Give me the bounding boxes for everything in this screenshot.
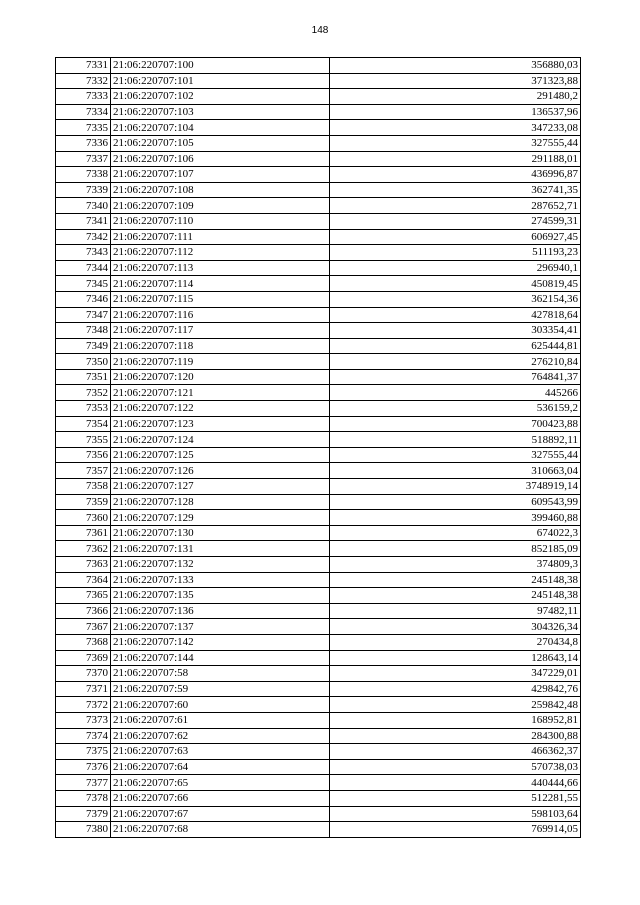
table-row xyxy=(56,603,581,619)
row-number: 7337 xyxy=(56,151,111,167)
cadastral-value: 436996,87 xyxy=(330,167,581,183)
cadastral-value: 284300,88 xyxy=(330,728,581,744)
cadastral-number: 21:06:220707:130 xyxy=(111,525,330,541)
cadastral-value: 429842,76 xyxy=(330,681,581,697)
row-number: 7348 xyxy=(56,323,111,339)
table-row xyxy=(56,525,581,541)
table-row xyxy=(56,260,581,276)
row-number: 7335 xyxy=(56,120,111,136)
row-number: 7346 xyxy=(56,291,111,307)
row-number: 7356 xyxy=(56,447,111,463)
cadastral-number: 21:06:220707:101 xyxy=(111,73,330,89)
table-row xyxy=(56,634,581,650)
row-number: 7351 xyxy=(56,369,111,385)
table-row xyxy=(56,89,581,105)
cadastral-value: 245148,38 xyxy=(330,588,581,604)
cadastral-value-table xyxy=(55,57,581,838)
table-row xyxy=(56,73,581,89)
table-row xyxy=(56,416,581,432)
cadastral-value: 374809,3 xyxy=(330,557,581,573)
cadastral-number: 21:06:220707:105 xyxy=(111,135,330,151)
cadastral-value: 259842,48 xyxy=(330,697,581,713)
row-number: 7364 xyxy=(56,572,111,588)
cadastral-value: 310663,04 xyxy=(330,463,581,479)
cadastral-value: 427818,64 xyxy=(330,307,581,323)
row-number: 7368 xyxy=(56,634,111,650)
table-row xyxy=(56,541,581,557)
row-number: 7339 xyxy=(56,182,111,198)
cadastral-number: 21:06:220707:133 xyxy=(111,572,330,588)
cadastral-value: 304326,34 xyxy=(330,619,581,635)
table-row xyxy=(56,182,581,198)
cadastral-number: 21:06:220707:126 xyxy=(111,463,330,479)
row-number: 7350 xyxy=(56,354,111,370)
table-row xyxy=(56,463,581,479)
cadastral-number: 21:06:220707:132 xyxy=(111,557,330,573)
page-number: 148 xyxy=(311,25,329,36)
table-row xyxy=(56,401,581,417)
row-number: 7344 xyxy=(56,260,111,276)
cadastral-number: 21:06:220707:136 xyxy=(111,603,330,619)
row-number: 7341 xyxy=(56,213,111,229)
table-row xyxy=(56,728,581,744)
cadastral-value: 3748919,14 xyxy=(330,479,581,495)
cadastral-value: 327555,44 xyxy=(330,447,581,463)
table-row xyxy=(56,790,581,806)
table-row xyxy=(56,245,581,261)
cadastral-value: 399460,88 xyxy=(330,510,581,526)
row-number: 7376 xyxy=(56,759,111,775)
row-number: 7377 xyxy=(56,775,111,791)
row-number: 7370 xyxy=(56,666,111,682)
cadastral-number: 21:06:220707:116 xyxy=(111,307,330,323)
table-row xyxy=(56,151,581,167)
row-number: 7363 xyxy=(56,557,111,573)
cadastral-value: 518892,11 xyxy=(330,432,581,448)
table-row xyxy=(56,338,581,354)
cadastral-value: 852185,09 xyxy=(330,541,581,557)
cadastral-number: 21:06:220707:120 xyxy=(111,369,330,385)
cadastral-value: 609543,99 xyxy=(330,494,581,510)
row-number: 7357 xyxy=(56,463,111,479)
table-row xyxy=(56,213,581,229)
cadastral-number: 21:06:220707:100 xyxy=(111,58,330,74)
cadastral-number: 21:06:220707:144 xyxy=(111,650,330,666)
row-number: 7349 xyxy=(56,338,111,354)
cadastral-value: 296940,1 xyxy=(330,260,581,276)
cadastral-value: 128643,14 xyxy=(330,650,581,666)
cadastral-value: 700423,88 xyxy=(330,416,581,432)
cadastral-number: 21:06:220707:113 xyxy=(111,260,330,276)
cadastral-number: 21:06:220707:61 xyxy=(111,712,330,728)
cadastral-number: 21:06:220707:107 xyxy=(111,167,330,183)
row-number: 7361 xyxy=(56,525,111,541)
cadastral-value: 347233,08 xyxy=(330,120,581,136)
row-number: 7332 xyxy=(56,73,111,89)
cadastral-value: 625444,81 xyxy=(330,338,581,354)
table-row xyxy=(56,369,581,385)
cadastral-number: 21:06:220707:115 xyxy=(111,291,330,307)
table-row xyxy=(56,806,581,822)
cadastral-value: 570738,03 xyxy=(330,759,581,775)
table-row xyxy=(56,432,581,448)
row-number: 7366 xyxy=(56,603,111,619)
table-row xyxy=(56,650,581,666)
cadastral-number: 21:06:220707:102 xyxy=(111,89,330,105)
row-number: 7354 xyxy=(56,416,111,432)
cadastral-number: 21:06:220707:137 xyxy=(111,619,330,635)
row-number: 7343 xyxy=(56,245,111,261)
table-row xyxy=(56,744,581,760)
cadastral-value: 168952,81 xyxy=(330,712,581,728)
cadastral-number: 21:06:220707:122 xyxy=(111,401,330,417)
cadastral-value: 511193,23 xyxy=(330,245,581,261)
cadastral-value: 356880,03 xyxy=(330,58,581,74)
table-row xyxy=(56,167,581,183)
cadastral-value: 245148,38 xyxy=(330,572,581,588)
row-number: 7340 xyxy=(56,198,111,214)
cadastral-value: 287652,71 xyxy=(330,198,581,214)
cadastral-number: 21:06:220707:103 xyxy=(111,104,330,120)
table-row xyxy=(56,354,581,370)
cadastral-number: 21:06:220707:123 xyxy=(111,416,330,432)
table-row xyxy=(56,135,581,151)
table-row xyxy=(56,479,581,495)
row-number: 7333 xyxy=(56,89,111,105)
table-row xyxy=(56,775,581,791)
row-number: 7360 xyxy=(56,510,111,526)
cadastral-number: 21:06:220707:124 xyxy=(111,432,330,448)
row-number: 7336 xyxy=(56,135,111,151)
table-row xyxy=(56,588,581,604)
table-row xyxy=(56,307,581,323)
cadastral-value: 466362,37 xyxy=(330,744,581,760)
cadastral-value: 536159,2 xyxy=(330,401,581,417)
table-row xyxy=(56,666,581,682)
table-body xyxy=(56,58,581,838)
row-number: 7359 xyxy=(56,494,111,510)
cadastral-value: 303354,41 xyxy=(330,323,581,339)
row-number: 7369 xyxy=(56,650,111,666)
cadastral-number: 21:06:220707:64 xyxy=(111,759,330,775)
row-number: 7367 xyxy=(56,619,111,635)
table-row xyxy=(56,759,581,775)
cadastral-value: 764841,37 xyxy=(330,369,581,385)
row-number: 7362 xyxy=(56,541,111,557)
cadastral-number: 21:06:220707:121 xyxy=(111,385,330,401)
row-number: 7347 xyxy=(56,307,111,323)
table-row xyxy=(56,291,581,307)
cadastral-value: 97482,11 xyxy=(330,603,581,619)
table-row xyxy=(56,198,581,214)
cadastral-number: 21:06:220707:135 xyxy=(111,588,330,604)
row-number: 7375 xyxy=(56,744,111,760)
table-row xyxy=(56,510,581,526)
table-row xyxy=(56,681,581,697)
cadastral-number: 21:06:220707:108 xyxy=(111,182,330,198)
row-number: 7365 xyxy=(56,588,111,604)
table-row xyxy=(56,120,581,136)
cadastral-number: 21:06:220707:66 xyxy=(111,790,330,806)
cadastral-number: 21:06:220707:60 xyxy=(111,697,330,713)
cadastral-number: 21:06:220707:127 xyxy=(111,479,330,495)
cadastral-value: 440444,66 xyxy=(330,775,581,791)
cadastral-value: 291188,01 xyxy=(330,151,581,167)
cadastral-value: 276210,84 xyxy=(330,354,581,370)
cadastral-value: 512281,55 xyxy=(330,790,581,806)
row-number: 7378 xyxy=(56,790,111,806)
row-number: 7331 xyxy=(56,58,111,74)
cadastral-number: 21:06:220707:131 xyxy=(111,541,330,557)
row-number: 7334 xyxy=(56,104,111,120)
cadastral-number: 21:06:220707:114 xyxy=(111,276,330,292)
cadastral-number: 21:06:220707:125 xyxy=(111,447,330,463)
cadastral-number: 21:06:220707:119 xyxy=(111,354,330,370)
table-row xyxy=(56,697,581,713)
table-row xyxy=(56,323,581,339)
cadastral-value: 371323,88 xyxy=(330,73,581,89)
cadastral-value: 362154,36 xyxy=(330,291,581,307)
cadastral-value: 769914,05 xyxy=(330,822,581,838)
table-row xyxy=(56,58,581,74)
cadastral-number: 21:06:220707:63 xyxy=(111,744,330,760)
cadastral-number: 21:06:220707:110 xyxy=(111,213,330,229)
cadastral-number: 21:06:220707:106 xyxy=(111,151,330,167)
cadastral-value: 274599,31 xyxy=(330,213,581,229)
table-row xyxy=(56,494,581,510)
cadastral-number: 21:06:220707:111 xyxy=(111,229,330,245)
row-number: 7358 xyxy=(56,479,111,495)
cadastral-number: 21:06:220707:59 xyxy=(111,681,330,697)
cadastral-number: 21:06:220707:68 xyxy=(111,822,330,838)
row-number: 7342 xyxy=(56,229,111,245)
cadastral-number: 21:06:220707:67 xyxy=(111,806,330,822)
table-row xyxy=(56,822,581,838)
cadastral-number: 21:06:220707:128 xyxy=(111,494,330,510)
row-number: 7352 xyxy=(56,385,111,401)
cadastral-value: 674022,3 xyxy=(330,525,581,541)
table-row xyxy=(56,712,581,728)
cadastral-number: 21:06:220707:58 xyxy=(111,666,330,682)
table-row xyxy=(56,276,581,292)
cadastral-number: 21:06:220707:118 xyxy=(111,338,330,354)
cadastral-value: 598103,64 xyxy=(330,806,581,822)
cadastral-value: 136537,96 xyxy=(330,104,581,120)
cadastral-value: 450819,45 xyxy=(330,276,581,292)
table-row xyxy=(56,229,581,245)
table-row xyxy=(56,104,581,120)
cadastral-value: 347229,01 xyxy=(330,666,581,682)
cadastral-value: 291480,2 xyxy=(330,89,581,105)
table-row xyxy=(56,447,581,463)
cadastral-number: 21:06:220707:112 xyxy=(111,245,330,261)
cadastral-value: 606927,45 xyxy=(330,229,581,245)
row-number: 7379 xyxy=(56,806,111,822)
cadastral-number: 21:06:220707:65 xyxy=(111,775,330,791)
table-row xyxy=(56,385,581,401)
table-row xyxy=(56,557,581,573)
cadastral-number: 21:06:220707:117 xyxy=(111,323,330,339)
row-number: 7373 xyxy=(56,712,111,728)
row-number: 7355 xyxy=(56,432,111,448)
cadastral-number: 21:06:220707:62 xyxy=(111,728,330,744)
row-number: 7380 xyxy=(56,822,111,838)
row-number: 7371 xyxy=(56,681,111,697)
row-number: 7374 xyxy=(56,728,111,744)
row-number: 7353 xyxy=(56,401,111,417)
cadastral-number: 21:06:220707:109 xyxy=(111,198,330,214)
cadastral-value: 327555,44 xyxy=(330,135,581,151)
table-row xyxy=(56,572,581,588)
cadastral-number: 21:06:220707:142 xyxy=(111,634,330,650)
cadastral-number: 21:06:220707:104 xyxy=(111,120,330,136)
cadastral-number: 21:06:220707:129 xyxy=(111,510,330,526)
row-number: 7372 xyxy=(56,697,111,713)
cadastral-value: 445266 xyxy=(330,385,581,401)
cadastral-value: 270434,8 xyxy=(330,634,581,650)
cadastral-value: 362741,35 xyxy=(330,182,581,198)
row-number: 7345 xyxy=(56,276,111,292)
row-number: 7338 xyxy=(56,167,111,183)
table-row xyxy=(56,619,581,635)
